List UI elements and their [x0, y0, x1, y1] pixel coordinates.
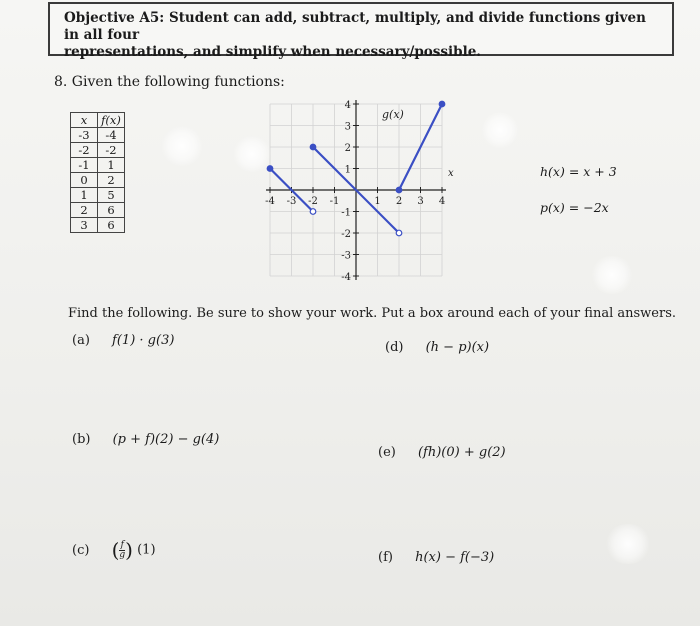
table-cell: 6: [98, 203, 125, 218]
x-tick-label: 4: [438, 196, 446, 207]
x-tick-label: 3: [417, 196, 424, 207]
x-tick-label: -1: [329, 196, 340, 207]
function-f-table: [70, 112, 125, 233]
glare-spot: [480, 112, 520, 148]
part-f: [378, 550, 494, 565]
part-c-open-paren: (: [111, 538, 120, 562]
glare-spot: [604, 524, 652, 564]
part-a-expression: f(1) · g(3): [112, 333, 175, 348]
table-row: [71, 128, 125, 143]
table-cell: 6: [98, 218, 125, 233]
graph-endpoint: [267, 166, 273, 172]
part-c-denominator: g: [119, 549, 126, 560]
glare-spot: [232, 136, 272, 172]
graph-g-label: g(x): [382, 108, 404, 121]
y-tick-label: -4: [341, 272, 351, 283]
table-cell: 1: [98, 158, 125, 173]
graph-endpoint: [439, 101, 445, 107]
part-d-label: (d): [385, 340, 404, 355]
y-tick-label: -3: [341, 250, 351, 262]
table-cell: 2: [71, 203, 98, 218]
table-header-fx: f(x): [98, 113, 125, 128]
y-tick-label: -2: [341, 229, 351, 240]
table-header-row: [71, 113, 125, 128]
y-tick-label: 3: [344, 121, 351, 133]
part-b-expression: (p + f)(2) − g(4): [112, 432, 220, 447]
glare-spot: [160, 126, 204, 166]
function-p-definition: p(x) = −2x: [540, 200, 609, 215]
part-a-label: (a): [72, 333, 90, 348]
table-cell: -3: [71, 128, 98, 143]
part-d: [385, 340, 489, 355]
part-e-expression: (fh)(0) + g(2): [417, 445, 506, 460]
y-tick-label: 4: [344, 100, 351, 111]
part-c-tail: (1): [137, 542, 156, 558]
table-cell: 2: [98, 173, 125, 188]
graph-endpoint: [310, 209, 316, 215]
x-tick-label: 2: [395, 196, 403, 207]
function-h-definition: h(x) = x + 3: [540, 164, 617, 179]
table-cell: -1: [71, 158, 98, 173]
x-tick-label: -3: [286, 196, 297, 207]
table-cell: 3: [71, 218, 98, 233]
x-tick-label: -4: [265, 196, 275, 207]
part-d-expression: (h − p)(x): [425, 340, 490, 355]
glare-spot: [590, 256, 634, 294]
objective-line-1: Objective A5: Student can add, subtract, multiply, and divide functions given in all four: [64, 10, 646, 43]
part-b-label: (b): [72, 432, 91, 447]
table-header-x: x: [71, 113, 98, 128]
part-a: [72, 333, 174, 348]
objective-line-2: representations, and simplify when necessary/possible.: [64, 44, 481, 60]
table-cell: 5: [98, 188, 125, 203]
table-cell: 0: [71, 173, 98, 188]
table-row: [71, 218, 125, 233]
table-row: [71, 143, 125, 158]
table-row: [71, 188, 125, 203]
objective-box: [48, 2, 674, 60]
y-tick-label: -1: [341, 207, 351, 219]
table-cell: -2: [71, 143, 98, 158]
table-cell: -2: [98, 143, 125, 158]
graph-g: [262, 96, 482, 283]
graph-x-axis-label: x: [448, 168, 454, 179]
table-cell: 1: [71, 188, 98, 203]
part-c-label: (c): [72, 542, 90, 558]
table-cell: -4: [98, 128, 125, 143]
part-c: [72, 538, 156, 562]
x-tick-label: 1: [374, 196, 381, 207]
problem-intro: 8. Given the following functions:: [54, 74, 285, 90]
part-f-label: (f): [378, 550, 393, 565]
x-tick-label: -2: [308, 196, 318, 207]
table-row: [71, 158, 125, 173]
graph-endpoint: [310, 144, 316, 150]
part-e-label: (e): [378, 445, 396, 460]
graph-endpoint: [396, 230, 402, 236]
y-tick-label: 1: [344, 164, 351, 176]
graph-endpoint: [396, 187, 402, 193]
part-c-numerator: f: [120, 539, 124, 550]
y-tick-label: 2: [344, 143, 351, 154]
part-c-close-paren: ): [125, 538, 133, 562]
part-b: [72, 432, 219, 447]
table-row: [71, 173, 125, 188]
instructions: Find the following. Be sure to show your work. Put a box around each of your final answers.: [68, 306, 676, 321]
part-f-expression: h(x) − f(−3): [415, 550, 495, 565]
part-e: [378, 445, 506, 460]
table-row: [71, 203, 125, 218]
